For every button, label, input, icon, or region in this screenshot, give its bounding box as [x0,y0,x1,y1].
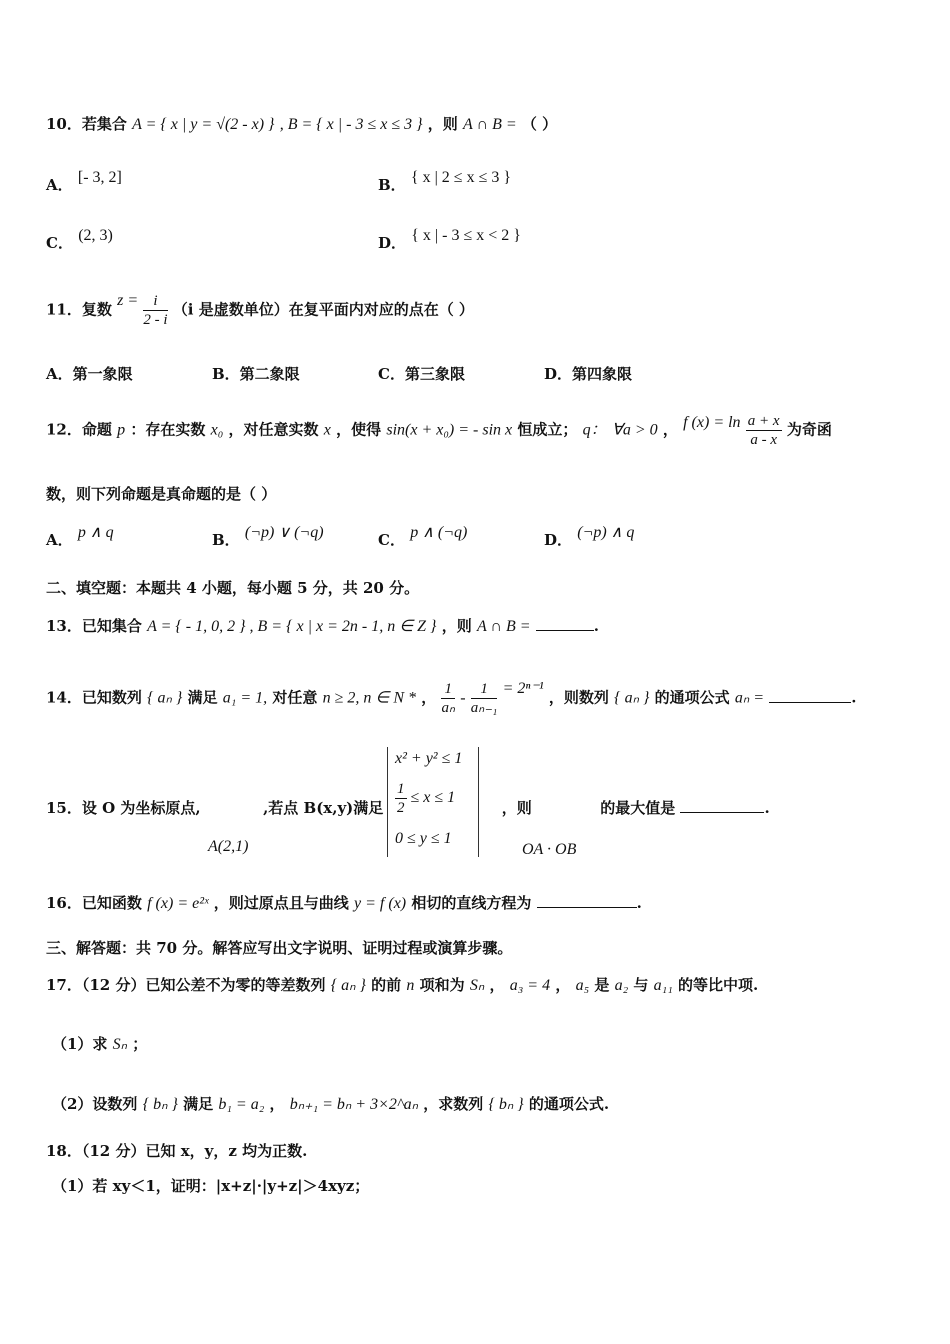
q17-t3: 是 [594,976,610,994]
option-value: p ∧ q [77,524,114,541]
frac-den: 2 - i [143,312,168,328]
frac-num: a + x [747,413,780,429]
q13-stem [46,614,599,637]
q15-number: 15．设 O 为坐标原点, [46,799,201,817]
q12-q: q： [582,421,607,439]
q12-forall: ∀a > 0 [611,421,658,439]
option-label: D． [378,234,407,252]
option-text: A．第一象限 [46,365,133,383]
q14-an2: { aₙ } [614,689,650,707]
q10-option-d [378,227,521,254]
q18-part-1 [52,1176,369,1196]
q15-point-a: A(2,1) [208,838,249,855]
option-value: (¬p) ∧ q [577,524,635,541]
q16-t1: ，则过原点且与曲线 [213,894,349,912]
q18-p1-text: （1）若 xy＜1，证明：|x+z|·|y+z|＞4xyz； [52,1177,370,1195]
q12-stem-line2 [46,484,276,504]
q13-expr: A ∩ B = [476,618,531,635]
q12-t5: 为奇函 [786,420,832,439]
q14-answer-blank[interactable] [769,686,851,703]
q17-bn: { bₙ } [142,1096,178,1113]
q13-sets: A = { - 1, 0, 2 } , B = { x | x = 2n - 1, n ∈ Z } [147,618,437,635]
q14-t1: 满足 [187,688,218,707]
frac-num: 1 [471,680,498,699]
q15-t2: ，则 [501,799,532,817]
option-value: { x | - 3 ≤ x < 2 } [411,227,521,244]
q10-number: 10．若集合 [46,115,127,133]
q13-end: . [593,617,600,635]
q14-fraction-2 [471,680,498,717]
q17-p1-label: （1）求 [52,1035,108,1053]
section-2-text: 二、填空题：本题共 4 小题，每小题 5 分，共 20 分。 [46,579,420,597]
q12-fraction [746,412,782,449]
q15-t1: ,若点 B(x,y)满足 [263,799,384,817]
q14-t3: ，则数列 [548,688,609,707]
q14-a1: a₁ = 1, [222,689,268,707]
q17-c3: ， [269,1095,285,1113]
q15-system-line-3: 0 ≤ y ≤ 1 [395,830,452,847]
q16-answer-blank[interactable] [537,891,637,908]
q11-z: z = [117,291,139,309]
q17-c1: ， [489,976,505,994]
q12-comma: ， [662,420,678,439]
q17-p2-t2: ，求数列 [423,1095,484,1113]
option-text: C．第三象限 [378,365,465,383]
q12-x0: x₀ [210,421,224,439]
q17-a3: a₃ = 4 [509,977,551,994]
q10-set-b: , B = { x | - 3 ≤ x ≤ 3 } [279,116,423,133]
frac-den: 2 [397,800,405,816]
q11-tail: （i 是虚数单位）在复平面内对应的点在（ ） [172,300,474,319]
q14-rhs: = 2ⁿ⁻¹ [502,679,544,697]
q14-stem [46,680,856,717]
q12-p: p [117,421,126,439]
q17-p2-t1: 满足 [183,1095,214,1113]
frac-den: aₙ [441,700,455,716]
q12-t2: ，对任意实数 [228,420,319,439]
q17-b1: b₁ = a₂ [218,1096,265,1113]
q14-an3: aₙ = [734,689,764,707]
q17-part-2 [52,1094,609,1115]
q11-number: 11．复数 [46,300,112,319]
q16-end: . [636,894,642,912]
q11-option-d [544,364,632,384]
q15-system-line-1: x² + y² ≤ 1 [395,750,463,767]
q17-number: 17．（12 分）已知公差不为零的等差数列 [46,976,326,994]
q18-text: 18．（12 分）已知 x，y，z 均为正数. [46,1142,308,1160]
q14-number: 14．已知数列 [46,688,142,707]
q15-system-line-2 [395,780,455,817]
q17-t1: 的前 [371,976,402,994]
option-label: A． [46,176,73,194]
q16-fx: f (x) = e²ˣ [147,895,209,912]
option-value: (¬p) ∨ (¬q) [244,524,324,541]
section-3-heading [46,938,512,958]
option-label: B． [212,531,240,549]
frac-den: aₙ₋₁ [470,700,498,716]
q12-option-a [46,524,114,551]
q12-line2: 数，则下列命题是真命题的是（ ） [46,485,277,503]
q15-end: . [764,799,770,817]
q18-stem [46,1141,307,1161]
q17-sn: Sₙ [469,977,485,994]
q17-p2-t3: 的通项公式. [528,1095,610,1113]
q12-x: x [323,421,331,439]
q11-stem [46,292,474,329]
q17-p1-sn: Sₙ [112,1036,128,1053]
q12-fx: f (x) = ln [683,413,741,431]
frac-num: 1 [441,680,454,699]
q10-set-a: A = { x | y = √(2 - x) } [132,116,275,133]
section-3-text: 三、解答题：共 70 分。解答应写出文字说明、证明过程或演算步骤。 [46,939,513,957]
q13-tail: ，则 [441,617,472,635]
q10-paren: （ ） [521,115,558,133]
q12-t1: ：存在实数 [130,420,206,439]
q14-t4: 的通项公式 [654,688,730,707]
q15-t3: 的最大值是 [600,799,676,817]
q17-n: n [406,977,415,994]
q17-a2: a₂ [614,977,629,994]
q12-number: 12．命题 [46,420,112,439]
frac-num: 1 [397,781,405,797]
q10-option-c [46,227,113,254]
frac-den: a - x [750,432,778,448]
q11-option-a [46,364,133,384]
q17-stem [46,975,758,996]
q10-tail: ，则 [427,115,458,133]
option-label: B． [378,176,406,194]
q12-t4: 恒成立； [517,420,578,439]
q11-option-c [378,364,465,384]
q16-number: 16．已知函数 [46,894,142,912]
q15-answer-blank[interactable] [680,796,764,813]
option-label: D． [544,531,573,549]
q14-t2: 对任意 [272,688,318,707]
q14-minus: - [460,689,466,707]
q12-option-b [212,524,324,551]
q17-a5: a₅ [575,977,590,994]
q15-half [395,780,407,817]
q14-comma: ， [421,688,437,707]
q17-bn2: { bₙ } [488,1096,524,1113]
option-text: B．第二象限 [212,365,300,383]
q15-sys2: ≤ x ≤ 1 [410,789,456,807]
q11-fraction [143,292,167,329]
option-value: { x | 2 ≤ x ≤ 3 } [410,169,512,186]
q17-part-1 [52,1034,147,1055]
q10-option-a [46,169,122,196]
option-value: p ∧ (¬q) [410,524,468,541]
q17-a11: a₁₁ [653,977,673,994]
option-text: D．第四象限 [544,365,633,383]
q14-an: { aₙ } [147,689,183,707]
q17-an: { aₙ } [330,977,366,994]
q12-stem [46,412,832,449]
q14-fraction-1 [441,680,454,717]
q17-t2: 项和为 [419,976,465,994]
q14-end: . [851,688,857,707]
q12-option-c [378,524,468,551]
q11-option-b [212,364,300,384]
option-label: C． [378,531,405,549]
option-value: [- 3, 2] [77,169,122,186]
q17-p2-label: （2）设数列 [52,1095,138,1113]
q17-t5: 的等比中项. [678,976,759,994]
option-value: (2, 3) [78,227,113,244]
section-2-heading [46,578,419,598]
q14-cond: n ≥ 2, n ∈ N * [322,689,416,707]
q16-t2: 相切的直线方程为 [411,894,532,912]
q10-option-b [378,169,512,196]
q12-eq: sin(x + x₀) = - sin x [386,421,513,439]
q17-p1-end: ； [132,1035,148,1053]
q17-c2: ， [555,976,571,994]
q12-option-d [544,524,635,551]
option-label: A． [46,531,73,549]
q16-curve: y = f (x) [354,895,407,912]
q13-number: 13．已知集合 [46,617,142,635]
q13-answer-blank[interactable] [536,614,594,631]
q10-stem [46,114,557,135]
q10-expr: A ∩ B = [463,116,517,133]
option-label: C． [46,234,73,252]
q17-t4: 与 [633,976,649,994]
q16-stem [46,891,642,914]
q17-recurrence: bₙ₊₁ = bₙ + 3×2^aₙ [289,1096,419,1113]
frac-num: i [143,292,167,311]
q12-t3: ，使得 [336,420,382,439]
q15-dot-product: OA · OB [522,841,577,858]
